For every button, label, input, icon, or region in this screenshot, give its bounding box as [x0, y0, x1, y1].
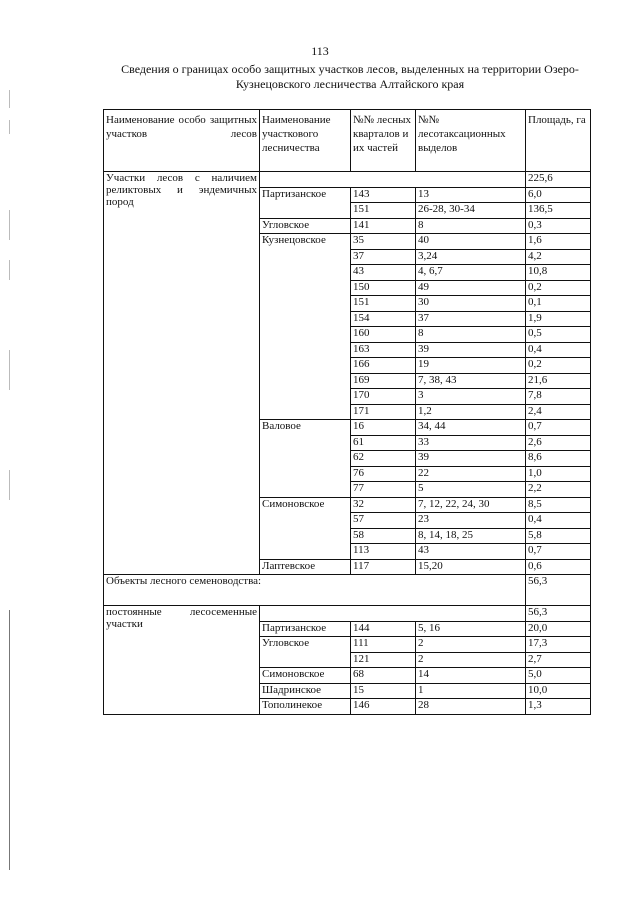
- area-value: 4,2: [526, 249, 591, 265]
- allotment-numbers: 8, 14, 18, 25: [416, 528, 526, 544]
- header-quarters: №№ лесных кварталов и их частей: [351, 110, 416, 172]
- forestry-name: Симоновское: [260, 668, 351, 684]
- area-value: 6,0: [526, 187, 591, 203]
- quarter-number: 121: [351, 652, 416, 668]
- allotment-numbers: 28: [416, 699, 526, 715]
- forestry-name: Партизанское: [260, 187, 351, 218]
- quarter-number: 166: [351, 358, 416, 374]
- forestry-name: Тополинекое: [260, 699, 351, 715]
- area-value: 8,5: [526, 497, 591, 513]
- quarter-number: 141: [351, 218, 416, 234]
- scan-margin-marks: [9, 90, 11, 890]
- allotment-numbers: 2: [416, 652, 526, 668]
- quarter-number: 170: [351, 389, 416, 405]
- quarter-number: 68: [351, 668, 416, 684]
- forestry-name: Партизанское: [260, 621, 351, 637]
- quarter-number: 150: [351, 280, 416, 296]
- quarter-number: 57: [351, 513, 416, 529]
- allotment-numbers: 40: [416, 234, 526, 250]
- area-value: 5,0: [526, 668, 591, 684]
- allotment-numbers: 37: [416, 311, 526, 327]
- quarter-number: 58: [351, 528, 416, 544]
- section-total-area: 225,6: [526, 172, 591, 188]
- allotment-numbers: 7, 38, 43: [416, 373, 526, 389]
- section-name: Объекты лесного семеноводства:: [104, 575, 526, 606]
- section-total-area: 56,3: [526, 606, 591, 622]
- area-value: 0,1: [526, 296, 591, 312]
- header-area-name: Наименование особо защитных участков лесов: [104, 110, 260, 172]
- section-total-row: [104, 606, 591, 622]
- allotment-numbers: 2: [416, 637, 526, 653]
- area-value: 17,3: [526, 637, 591, 653]
- quarter-number: 146: [351, 699, 416, 715]
- allotment-numbers: 39: [416, 451, 526, 467]
- quarter-number: 113: [351, 544, 416, 560]
- protected-areas-table: [103, 109, 591, 715]
- allotment-numbers: 1: [416, 683, 526, 699]
- allotment-numbers: 5, 16: [416, 621, 526, 637]
- header-forestry: Наименование участкового лесничества: [260, 110, 351, 172]
- quarter-number: 144: [351, 621, 416, 637]
- title-line-2: Кузнецовского лесничества Алтайского края: [235, 77, 465, 91]
- area-value: 0,5: [526, 327, 591, 343]
- section-total-label-spacer: [260, 606, 526, 622]
- area-value: 21,6: [526, 373, 591, 389]
- allotment-numbers: 23: [416, 513, 526, 529]
- area-value: 5,8: [526, 528, 591, 544]
- area-value: 1,3: [526, 699, 591, 715]
- quarter-number: 77: [351, 482, 416, 498]
- allotment-numbers: 8: [416, 327, 526, 343]
- forestry-name: Валовое: [260, 420, 351, 498]
- quarter-number: 163: [351, 342, 416, 358]
- area-value: 0,2: [526, 280, 591, 296]
- area-value: 0,3: [526, 218, 591, 234]
- section-total-area: 56,3: [526, 575, 591, 606]
- area-value: 7,8: [526, 389, 591, 405]
- quarter-number: 111: [351, 637, 416, 653]
- allotment-numbers: 14: [416, 668, 526, 684]
- area-value: 1,0: [526, 466, 591, 482]
- header-allotments: №№ лесотаксационных выделов: [416, 110, 526, 172]
- quarter-number: 62: [351, 451, 416, 467]
- quarter-number: 37: [351, 249, 416, 265]
- section-total-label-spacer: [260, 172, 526, 188]
- allotment-numbers: 39: [416, 342, 526, 358]
- quarter-number: 15: [351, 683, 416, 699]
- quarter-number: 151: [351, 296, 416, 312]
- area-value: 1,6: [526, 234, 591, 250]
- area-value: 2,2: [526, 482, 591, 498]
- area-value: 0,4: [526, 513, 591, 529]
- allotment-numbers: 43: [416, 544, 526, 560]
- allotment-numbers: 13: [416, 187, 526, 203]
- allotment-numbers: 8: [416, 218, 526, 234]
- area-value: 10,8: [526, 265, 591, 281]
- allotment-numbers: 30: [416, 296, 526, 312]
- area-value: 10,0: [526, 683, 591, 699]
- area-value: 0,2: [526, 358, 591, 374]
- allotment-numbers: 3,24: [416, 249, 526, 265]
- forestry-name: Лаптевское: [260, 559, 351, 575]
- quarter-number: 61: [351, 435, 416, 451]
- quarter-number: 143: [351, 187, 416, 203]
- quarter-number: 32: [351, 497, 416, 513]
- title-line-1: Сведения о границах особо защитных участков лесов, выделенных на территории Озеро-: [121, 62, 579, 76]
- area-value: 1,9: [526, 311, 591, 327]
- allotment-numbers: 3: [416, 389, 526, 405]
- section-total-row: [104, 172, 591, 188]
- allotment-numbers: 34, 44: [416, 420, 526, 436]
- area-value: 0,6: [526, 559, 591, 575]
- area-value: 2,4: [526, 404, 591, 420]
- quarter-number: 169: [351, 373, 416, 389]
- quarter-number: 16: [351, 420, 416, 436]
- section-name: Участки лесов с наличием реликтовых и эндемичных пород: [104, 172, 260, 575]
- quarter-number: 160: [351, 327, 416, 343]
- forestry-name: Шадринское: [260, 683, 351, 699]
- area-value: 2,7: [526, 652, 591, 668]
- quarter-number: 171: [351, 404, 416, 420]
- document-title: [100, 62, 600, 92]
- header-area: Площадь, га: [526, 110, 591, 172]
- area-value: 0,7: [526, 544, 591, 560]
- area-value: 20,0: [526, 621, 591, 637]
- allotment-numbers: 49: [416, 280, 526, 296]
- quarter-number: 154: [351, 311, 416, 327]
- area-value: 0,4: [526, 342, 591, 358]
- quarter-number: 43: [351, 265, 416, 281]
- section-name: постоянные лесосеменные участки: [104, 606, 260, 715]
- quarter-number: 117: [351, 559, 416, 575]
- forestry-name: Симоновское: [260, 497, 351, 559]
- table-header-row: [104, 110, 591, 172]
- forestry-name: Угловское: [260, 637, 351, 668]
- quarter-number: 76: [351, 466, 416, 482]
- allotment-numbers: 22: [416, 466, 526, 482]
- forestry-name: Кузнецовское: [260, 234, 351, 420]
- allotment-numbers: 33: [416, 435, 526, 451]
- quarter-number: 151: [351, 203, 416, 219]
- area-value: 8,6: [526, 451, 591, 467]
- section-total-row: [104, 575, 591, 606]
- allotment-numbers: 7, 12, 22, 24, 30: [416, 497, 526, 513]
- allotment-numbers: 26-28, 30-34: [416, 203, 526, 219]
- area-value: 0,7: [526, 420, 591, 436]
- page-number: 113: [311, 44, 329, 58]
- allotment-numbers: 4, 6,7: [416, 265, 526, 281]
- area-value: 136,5: [526, 203, 591, 219]
- allotment-numbers: 5: [416, 482, 526, 498]
- forestry-name: Угловское: [260, 218, 351, 234]
- quarter-number: 35: [351, 234, 416, 250]
- allotment-numbers: 15,20: [416, 559, 526, 575]
- area-value: 2,6: [526, 435, 591, 451]
- allotment-numbers: 19: [416, 358, 526, 374]
- allotment-numbers: 1,2: [416, 404, 526, 420]
